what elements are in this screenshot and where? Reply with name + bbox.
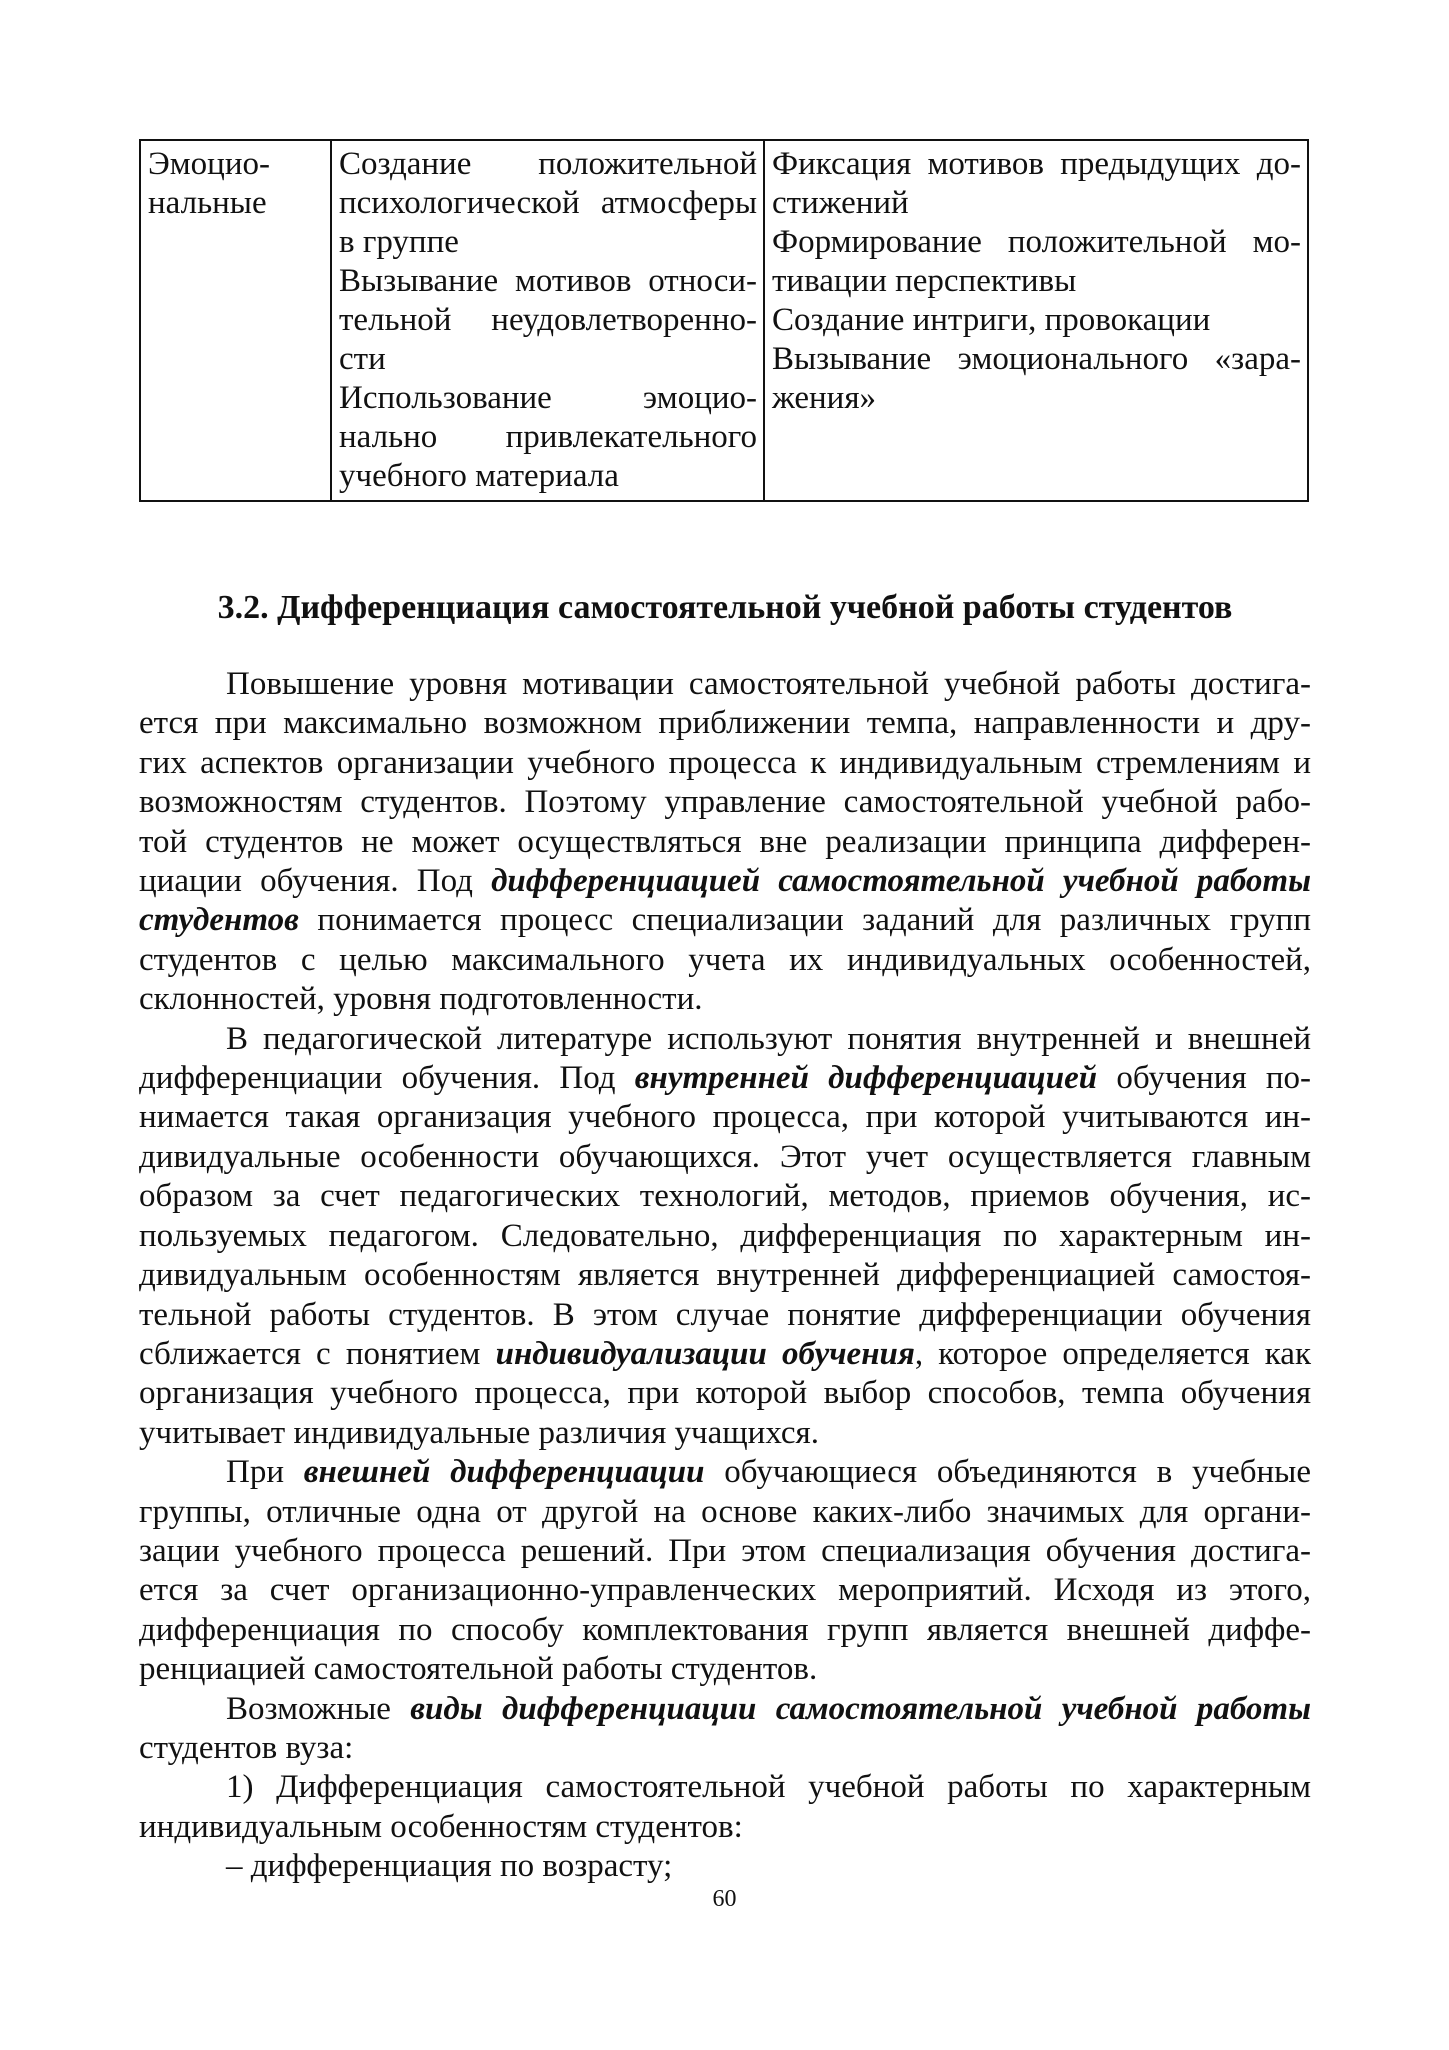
- cell-line: жения»: [772, 380, 877, 416]
- cell-line: тельной неудовлетворенно-: [339, 302, 757, 338]
- table-cell-category: [140, 140, 331, 501]
- cell-line: нально привлекательного: [339, 419, 757, 455]
- cell-line: Эмоцио-: [148, 146, 270, 182]
- table-cell-methods: [331, 140, 764, 501]
- term-emphasis: внутренней дифференциацией: [634, 1060, 1098, 1097]
- body-text: [139, 665, 1311, 1887]
- cell-line: Создание положительной: [339, 146, 757, 182]
- text-line: ется при максимально возможном приближении темпа, направленности и дру-: [139, 705, 1311, 742]
- text-line: группы, отличные одна от другой на основе каких-либо значимых для органи-: [139, 1493, 1311, 1530]
- text-line: студентов вуза:: [139, 1729, 354, 1766]
- text-line: дивидуальным особенностям является внутренней дифференциацией самостоя-: [139, 1257, 1311, 1294]
- term-emphasis: виды дифференциации самостоятельной учебной работы: [410, 1690, 1311, 1727]
- term-emphasis: внешней дифференциации: [303, 1454, 705, 1491]
- text-line: пользуемых педагогом. Следовательно, дифференциация по характерным ин-: [139, 1217, 1311, 1254]
- text-run: дифференциации обучения. Под: [139, 1060, 635, 1097]
- paragraph-5: [139, 1768, 1311, 1847]
- text-run: , которое определяется как: [914, 1335, 1311, 1372]
- text-line: [139, 901, 1311, 940]
- paragraph-2: [139, 1020, 1311, 1453]
- text-line: склонностей, уровня подготовленности.: [139, 981, 703, 1018]
- text-line: ренциацией самостоятельной работы студентов.: [139, 1651, 818, 1688]
- text-line: В педагогической литературе используют понятия внутренней и внешней: [226, 1020, 1311, 1057]
- cell-line: стижений: [772, 185, 909, 221]
- cell-line: сти: [339, 341, 386, 377]
- text-line: образом за счет педагогических технологий, методов, приемов обучения, ис-: [139, 1178, 1311, 1215]
- cell-line: Вызывание эмоционального «зара-: [772, 341, 1301, 377]
- paragraph-4: [139, 1690, 1311, 1769]
- table-cell-techniques: [764, 140, 1308, 501]
- text-run: понимается процесс специализации заданий для различных групп: [298, 902, 1311, 939]
- cell-line: Создание интриги, провокации: [772, 302, 1211, 338]
- paragraph-6: [139, 1847, 1311, 1886]
- cell-line: учебного материала: [339, 458, 619, 494]
- cell-line: в группе: [339, 224, 459, 260]
- paragraph-1: [139, 665, 1311, 1020]
- text-run: При: [226, 1454, 304, 1491]
- term-emphasis: студентов: [139, 902, 299, 939]
- text-line: гих аспектов организации учебного процесса к индивидуальным стремлениям и: [139, 744, 1311, 781]
- text-line: дивидуальные особенности обучающихся. Этот учет осуществляется главным: [139, 1138, 1311, 1175]
- text-line: нимается такая организация учебного процесса, при которой учитываются ин-: [139, 1099, 1311, 1136]
- text-line: студентов с целью максимального учета их индивидуальных особенностей,: [139, 941, 1311, 978]
- cell-line: психологической атмосферы: [339, 185, 757, 221]
- cell-line: Формирование положительной мо-: [772, 224, 1301, 260]
- text-line: той студентов не может осуществляться вне реализации принципа дифферен-: [139, 823, 1311, 860]
- text-run: циации обучения. Под: [139, 863, 492, 900]
- paragraph-3: [139, 1453, 1311, 1689]
- text-line: индивидуальным особенностям студентов:: [139, 1808, 743, 1845]
- term-emphasis: индивидуализации обучения: [495, 1335, 915, 1372]
- cell-line: Использование эмоцио-: [339, 380, 757, 416]
- cell-line: Фиксация мотивов предыдущих до-: [772, 146, 1301, 182]
- term-emphasis: дифференциацией самостоятельной учебной работы: [491, 863, 1311, 900]
- text-line: тельной работы студентов. В этом случае понятие дифференциации обучения: [139, 1296, 1311, 1333]
- text-line: [139, 1453, 1311, 1492]
- text-line: [139, 862, 1311, 901]
- motivation-table: [139, 139, 1309, 502]
- text-line: зации учебного процесса решений. При этом специализация обучения достига-: [139, 1532, 1311, 1569]
- text-line: учитывает индивидуальные различия учащихся.: [139, 1414, 819, 1451]
- cell-line: нальные: [148, 185, 267, 221]
- page-number: 60: [712, 1886, 737, 1912]
- cell-line: тивации перспективы: [772, 263, 1077, 299]
- text-run: обучающиеся объединяются в учебные: [704, 1454, 1311, 1491]
- text-line: [139, 1335, 1311, 1374]
- text-run: Возможные: [226, 1690, 411, 1727]
- text-line: ется за счет организационно-управленческих мероприятий. Исходя из этого,: [139, 1572, 1311, 1609]
- table-row: [140, 140, 1308, 501]
- text-line: [139, 1690, 1311, 1729]
- section-heading: 3.2. Дифференциация самостоятельной учебной работы студентов: [217, 589, 1233, 626]
- text-line: организация учебного процесса, при которой выбор способов, темпа обучения: [139, 1375, 1311, 1412]
- text-line: Повышение уровня мотивации самостоятельной учебной работы достига-: [226, 666, 1311, 702]
- text-line: [139, 1059, 1311, 1098]
- text-line: 1) Дифференциация самостоятельной учебной работы по характерным: [226, 1769, 1311, 1806]
- text-line: возможностям студентов. Поэтому управление самостоятельной учебной рабо-: [139, 784, 1311, 821]
- cell-line: Вызывание мотивов относи-: [339, 263, 757, 299]
- text-line: дифференциация по способу комплектования групп является внешней диффе-: [139, 1611, 1311, 1648]
- list-item: – дифференциация по возрасту;: [226, 1848, 673, 1885]
- text-run: обучения по-: [1097, 1060, 1311, 1097]
- text-run: сближается с понятием: [139, 1335, 496, 1372]
